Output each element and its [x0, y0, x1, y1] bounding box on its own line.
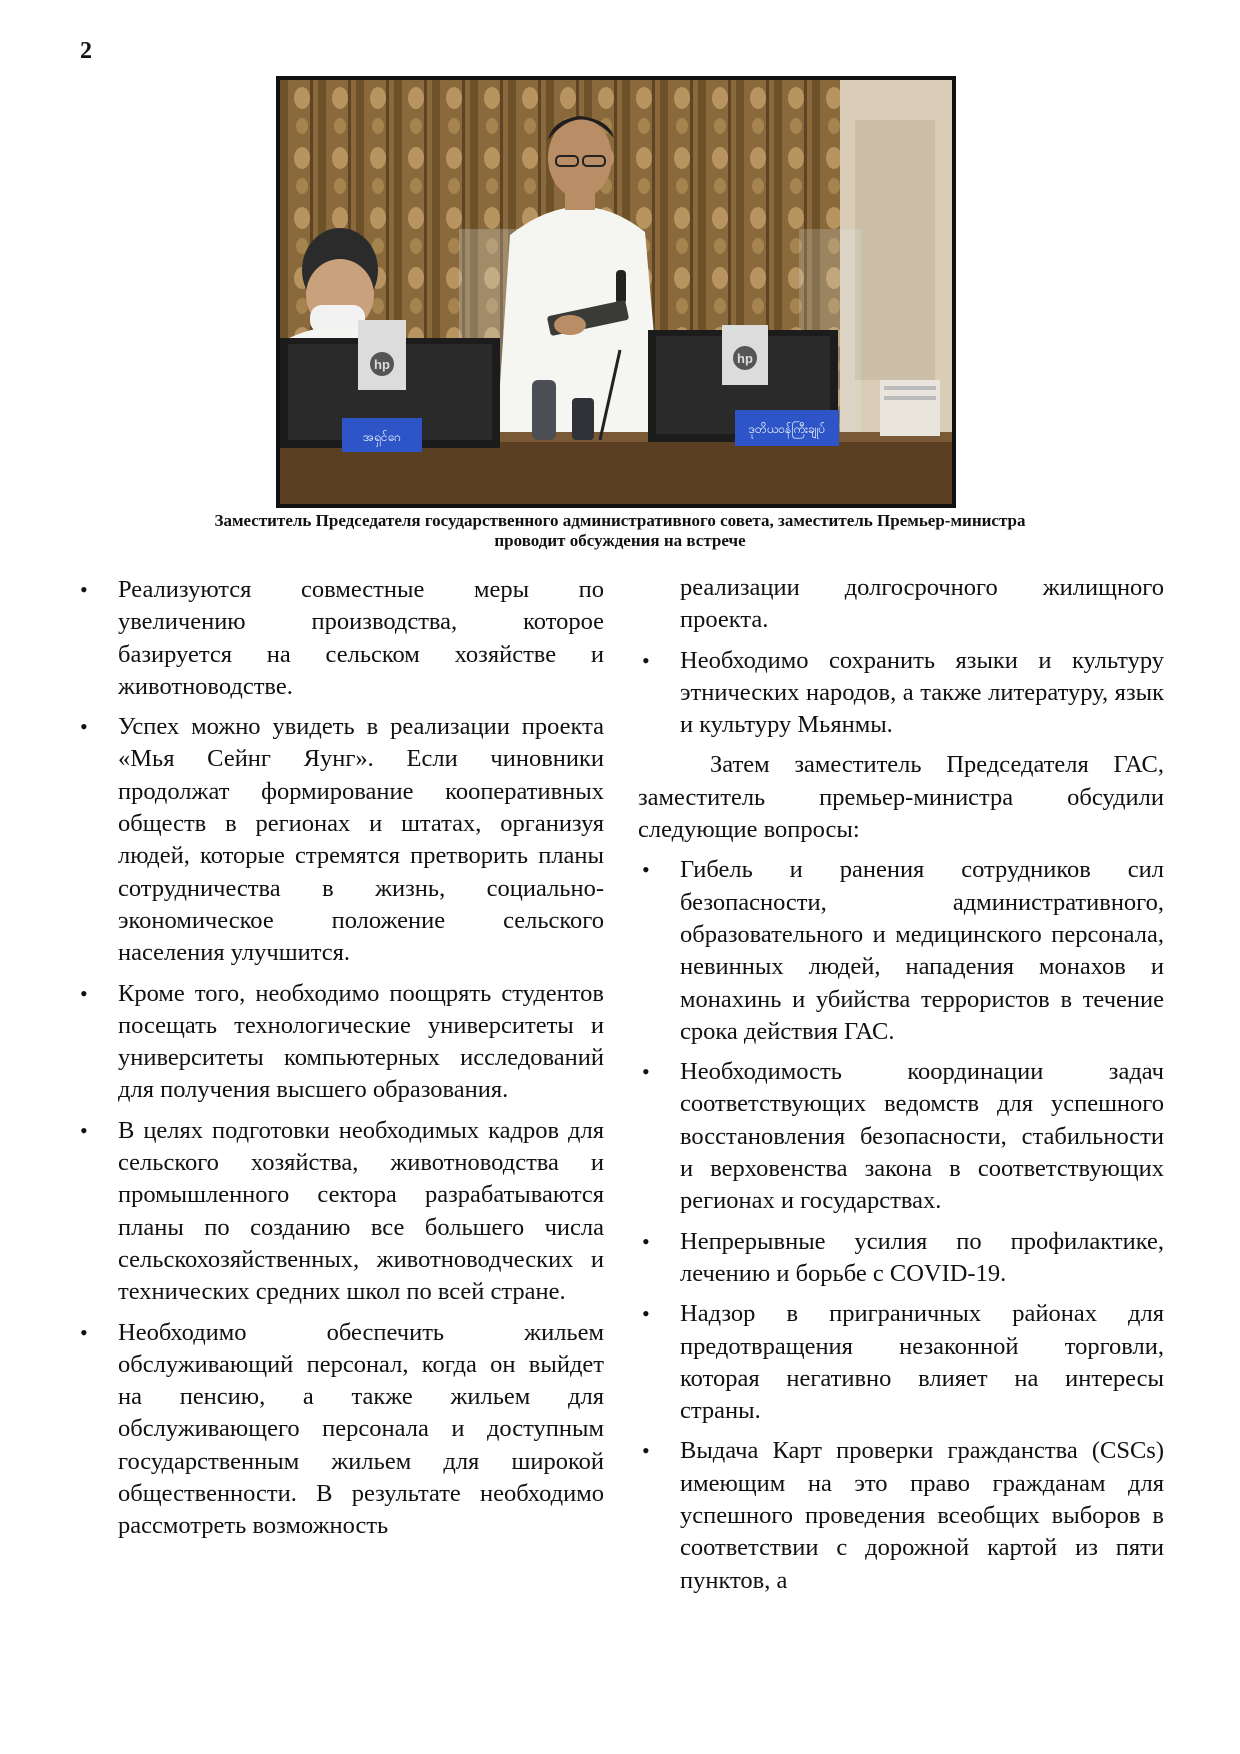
- right-column: [638, 572, 1164, 1605]
- list-item: • Необходимость координации задач соответствующих ведомств для успешного восстановления безопасности, стабильности и верховенства закона в соответствующих регионах и государствах.: [638, 1056, 1164, 1217]
- left-column: [76, 574, 604, 1551]
- caption-line-1: Заместитель Председателя государственного административного совета, заместитель Премьер-министра: [214, 511, 1026, 530]
- list-item: • Успех можно увидеть в реализации проекта «Мья Сейнг Яунг». Если чиновники продолжат формирование кооперативных обществ в регионах и штатах, организуя людей, которые стремятся претворить планы сотрудничества в жизнь, социально-экономическое положение сельского населения улучшится.: [76, 711, 604, 969]
- nameplate-left: အရှင်ဂေ: [363, 430, 401, 444]
- hp-logo-left: hp: [374, 357, 390, 372]
- list-item: • Непрерывные усилия по профилактике, лечению и борьбе с COVID-19.: [638, 1226, 1164, 1291]
- list-item: • Реализуются совместные меры по увеличению производства, которое базируется на сельском хозяйстве и животноводстве.: [76, 574, 604, 703]
- left-bullet-list: [76, 574, 604, 1543]
- list-item: • Выдача Карт проверки гражданства (CSCs) имеющим на это право гражданам для успешного проведения всеобщих выборов в соответствии с дорожной картой из пяти пунктов, а: [638, 1435, 1164, 1596]
- nameplate-right: ဒုတိယဝန်ကြီးချုပ်: [748, 422, 826, 436]
- list-item: • Кроме того, необходимо поощрять студентов посещать технологические университеты и университеты компьютерных исследований для получения высшего образования.: [76, 978, 604, 1107]
- right-bullet-list: [638, 854, 1164, 1597]
- photo-caption: [100, 511, 1140, 551]
- caption-line-2: проводит обсуждения на встрече: [494, 531, 746, 550]
- meeting-photo: [276, 76, 956, 508]
- right-bullet-list-top: [638, 572, 1164, 741]
- hp-logo-right: hp: [737, 351, 753, 366]
- list-item: • В целях подготовки необходимых кадров для сельского хозяйства, животноводства и промышленного сектора разрабатываются планы по созданию все большего числа сельскохозяйственных, животноводческих и технических средних школ по всей стране.: [76, 1115, 604, 1309]
- list-item: • Необходимо сохранить языки и культуру этнических народов, а также литературу, язык и культуру Мьянмы.: [638, 645, 1164, 742]
- list-item: • Необходимо обеспечить жильем обслуживающий персонал, когда он выйдет на пенсию, а также жильем для обслуживающего персонала и доступным государственным жильем для широкой общественности. В результате необходимо рассмотреть возможность: [76, 1317, 604, 1543]
- body-paragraph: Затем заместитель Председателя ГАС, заместитель премьер-министра обсудили следующие вопросы:: [638, 751, 1164, 844]
- page-number: 2: [80, 38, 92, 64]
- list-item: • Надзор в приграничных районах для предотвращения незаконной торговли, которая негативно влияет на интересы страны.: [638, 1298, 1164, 1427]
- meeting-photo-illustration: [280, 80, 952, 504]
- list-item-continuation: реализации долгосрочного жилищного проекта.: [680, 574, 1164, 634]
- list-item: • Гибель и ранения сотрудников сил безопасности, административного, образовательного и медицинского персонала, невинных людей, нападения монахов и монахинь и убийства террористов в течение срока действия ГАС.: [638, 854, 1164, 1048]
